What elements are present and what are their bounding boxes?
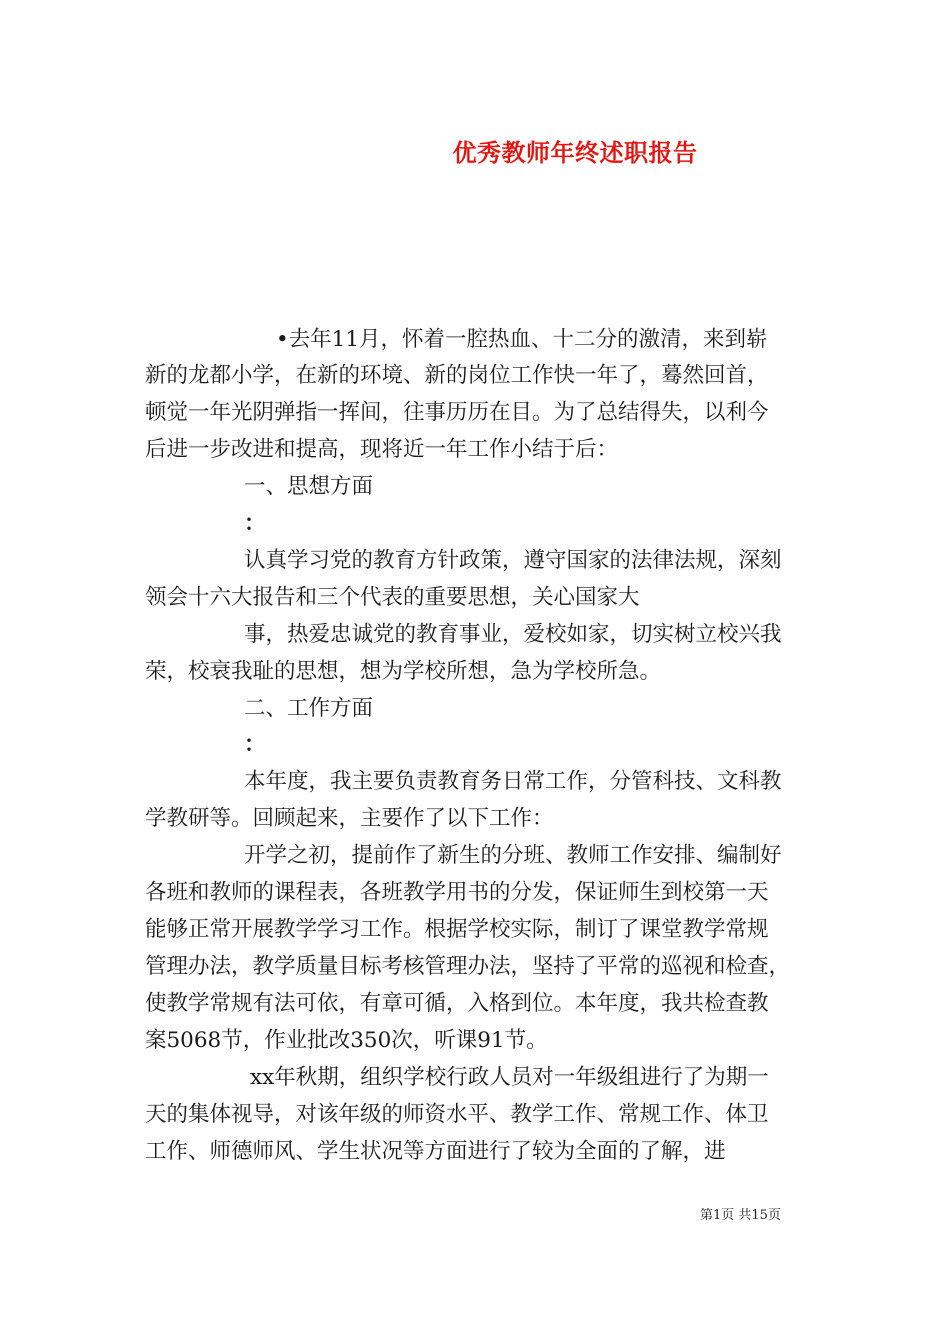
section-colon: ： — [244, 511, 266, 536]
paragraph-line: 案5068节，作业批改350次，听课91节。 — [145, 1028, 548, 1053]
paragraph-line: xx年秋期，组织学校行政人员对一年级组进行了为期一 — [250, 1065, 769, 1090]
paragraph-line: •去年11月，怀着一腔热血、十二分的激清，来到崭 — [276, 327, 768, 352]
paragraph-line: 学教研等。回顾起来，主要作了以下工作： — [145, 806, 554, 831]
page-number: 第1页 共15页 — [700, 1208, 781, 1223]
paragraph-line: 工作、师德师风、学生状况等方面进行了较为全面的了解，进 — [145, 1139, 726, 1164]
paragraph-line: 事，热爱忠诚党的教育事业，爱校如家，切实树立校兴我 — [244, 622, 782, 647]
paragraph-line: 新的龙都小学，在新的环境、新的岗位工作快一年了，蓦然回首， — [145, 363, 769, 388]
paragraph-line: 天的集体视导，对该年级的师资水平、教学工作、常规工作、体卫 — [145, 1102, 769, 1127]
section-colon: ： — [244, 732, 266, 757]
section-heading: 二、工作方面 — [244, 696, 374, 721]
section-heading: 一、思想方面 — [244, 474, 374, 499]
paragraph-line: 后进一步改进和提高，现将近一年工作小结于后： — [145, 437, 619, 462]
paragraph-line: 各班和教师的课程表，各班教学用书的分发，保证师生到校第一天 — [145, 880, 769, 905]
paragraph-line: 开学之初，提前作了新生的分班、教师工作安排、编制好 — [244, 843, 782, 868]
paragraph-line: 能够正常开展教学学习工作。根据学校实际，制订了课堂教学常规 — [145, 917, 769, 942]
paragraph-line: 使教学常规有法可依，有章可循，入格到位。本年度，我共检查教 — [145, 991, 769, 1016]
paragraph-line: 认真学习党的教育方针政策，遵守国家的法律法规，深刻 — [244, 548, 782, 573]
paragraph-line: 荣，校衰我耻的思想，想为学校所想，急为学校所急。 — [145, 659, 662, 684]
paragraph-line: 领会十六大报告和三个代表的重要思想，关心国家大 — [145, 585, 640, 610]
document-title: 优秀教师年终述职报告 — [452, 138, 698, 167]
paragraph-line: 管理办法，教学质量目标考核管理办法，坚持了平常的巡视和检查， — [145, 954, 791, 979]
paragraph-line: 顿觉一年光阴弹指一挥间，往事历历在目。为了总结得失，以利今 — [145, 400, 769, 425]
paragraph-line: 本年度，我主要负责教育务日常工作，分管科技、文科教 — [244, 769, 782, 794]
